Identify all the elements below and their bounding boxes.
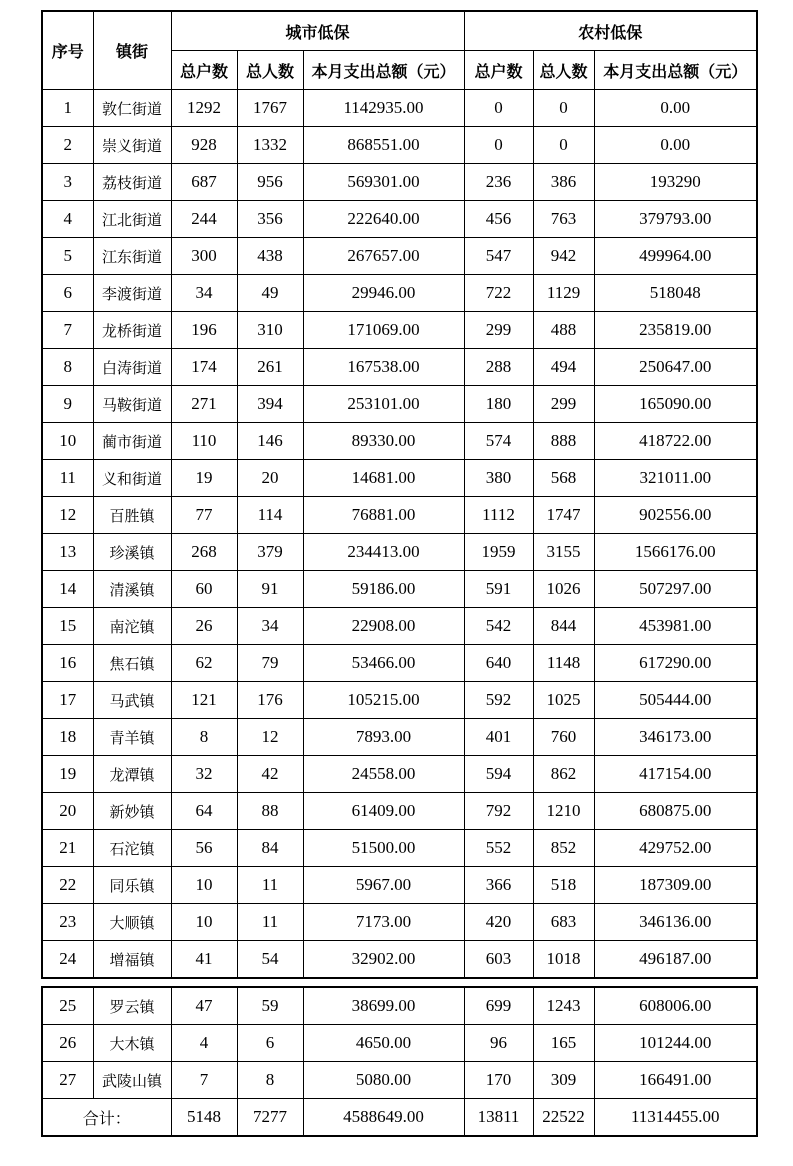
rural-people-cell: 683 [533, 904, 594, 941]
rural-people-cell: 386 [533, 164, 594, 201]
urban-people-cell: 146 [237, 423, 303, 460]
row-number-cell: 23 [42, 904, 93, 941]
town-name-cell: 大木镇 [93, 1025, 171, 1062]
welfare-table-bottom [41, 986, 758, 1137]
rural-expense-cell: 235819.00 [594, 312, 757, 349]
table-row [42, 238, 757, 275]
header-urban-households: 总户数 [171, 51, 237, 90]
urban-expense-cell: 253101.00 [303, 386, 464, 423]
rural-people-cell: 1018 [533, 941, 594, 979]
urban-people-cell: 49 [237, 275, 303, 312]
urban-households-cell: 19 [171, 460, 237, 497]
total-row [42, 1099, 757, 1137]
row-number-cell: 27 [42, 1062, 93, 1099]
urban-households-cell: 41 [171, 941, 237, 979]
rural-households-cell: 552 [464, 830, 533, 867]
urban-households-cell: 10 [171, 867, 237, 904]
header-rural-people: 总人数 [533, 51, 594, 90]
town-name-cell: 青羊镇 [93, 719, 171, 756]
urban-expense-cell: 59186.00 [303, 571, 464, 608]
table-row [42, 312, 757, 349]
total-urban-people-cell: 7277 [237, 1099, 303, 1137]
table-row [42, 682, 757, 719]
rural-households-cell: 1959 [464, 534, 533, 571]
urban-expense-cell: 167538.00 [303, 349, 464, 386]
rural-expense-cell: 680875.00 [594, 793, 757, 830]
town-name-cell: 龙潭镇 [93, 756, 171, 793]
urban-households-cell: 77 [171, 497, 237, 534]
rural-expense-cell: 417154.00 [594, 756, 757, 793]
urban-people-cell: 54 [237, 941, 303, 979]
urban-expense-cell: 53466.00 [303, 645, 464, 682]
urban-people-cell: 88 [237, 793, 303, 830]
row-number-cell: 7 [42, 312, 93, 349]
rural-households-cell: 401 [464, 719, 533, 756]
header-rural-group: 农村低保 [464, 11, 757, 51]
table-row [42, 756, 757, 793]
urban-households-cell: 121 [171, 682, 237, 719]
rural-households-cell: 0 [464, 127, 533, 164]
urban-households-cell: 62 [171, 645, 237, 682]
rural-people-cell: 494 [533, 349, 594, 386]
table-row [42, 164, 757, 201]
rural-expense-cell: 518048 [594, 275, 757, 312]
rural-households-cell: 0 [464, 90, 533, 127]
town-name-cell: 新妙镇 [93, 793, 171, 830]
table-row [42, 1062, 757, 1099]
total-rural-expense-cell: 11314455.00 [594, 1099, 757, 1137]
table-row [42, 941, 757, 979]
table-row [42, 867, 757, 904]
rural-people-cell: 309 [533, 1062, 594, 1099]
rural-households-cell: 180 [464, 386, 533, 423]
urban-expense-cell: 7893.00 [303, 719, 464, 756]
rural-expense-cell: 608006.00 [594, 987, 757, 1025]
row-number-cell: 12 [42, 497, 93, 534]
header-rural-households: 总户数 [464, 51, 533, 90]
row-number-cell: 13 [42, 534, 93, 571]
row-number-cell: 3 [42, 164, 93, 201]
urban-households-cell: 268 [171, 534, 237, 571]
table-row [42, 987, 757, 1025]
table-row [42, 275, 757, 312]
urban-expense-cell: 22908.00 [303, 608, 464, 645]
urban-expense-cell: 32902.00 [303, 941, 464, 979]
urban-people-cell: 176 [237, 682, 303, 719]
town-name-cell: 龙桥街道 [93, 312, 171, 349]
rural-households-cell: 1112 [464, 497, 533, 534]
rural-households-cell: 96 [464, 1025, 533, 1062]
header-urban-people: 总人数 [237, 51, 303, 90]
rural-households-cell: 547 [464, 238, 533, 275]
urban-expense-cell: 868551.00 [303, 127, 464, 164]
urban-people-cell: 20 [237, 460, 303, 497]
rural-people-cell: 1747 [533, 497, 594, 534]
urban-people-cell: 11 [237, 867, 303, 904]
table-row [42, 1025, 757, 1062]
urban-households-cell: 1292 [171, 90, 237, 127]
rural-expense-cell: 101244.00 [594, 1025, 757, 1062]
urban-households-cell: 174 [171, 349, 237, 386]
row-number-cell: 19 [42, 756, 93, 793]
urban-households-cell: 56 [171, 830, 237, 867]
urban-households-cell: 34 [171, 275, 237, 312]
rural-expense-cell: 418722.00 [594, 423, 757, 460]
urban-people-cell: 114 [237, 497, 303, 534]
row-number-cell: 21 [42, 830, 93, 867]
table-row [42, 904, 757, 941]
rural-households-cell: 699 [464, 987, 533, 1025]
table-body-second [42, 987, 757, 1099]
welfare-table-main [41, 10, 758, 979]
rural-people-cell: 1148 [533, 645, 594, 682]
urban-people-cell: 42 [237, 756, 303, 793]
total-rural-people-cell: 22522 [533, 1099, 594, 1137]
rural-people-cell: 888 [533, 423, 594, 460]
row-number-cell: 16 [42, 645, 93, 682]
total-urban-households-cell: 5148 [171, 1099, 237, 1137]
rural-expense-cell: 505444.00 [594, 682, 757, 719]
rural-households-cell: 792 [464, 793, 533, 830]
rural-people-cell: 568 [533, 460, 594, 497]
urban-people-cell: 379 [237, 534, 303, 571]
town-name-cell: 清溪镇 [93, 571, 171, 608]
urban-expense-cell: 171069.00 [303, 312, 464, 349]
urban-people-cell: 11 [237, 904, 303, 941]
urban-households-cell: 64 [171, 793, 237, 830]
rural-people-cell: 0 [533, 90, 594, 127]
urban-households-cell: 110 [171, 423, 237, 460]
rural-households-cell: 591 [464, 571, 533, 608]
town-name-cell: 珍溪镇 [93, 534, 171, 571]
town-name-cell: 南沱镇 [93, 608, 171, 645]
urban-people-cell: 1332 [237, 127, 303, 164]
rural-households-cell: 420 [464, 904, 533, 941]
urban-people-cell: 6 [237, 1025, 303, 1062]
urban-people-cell: 84 [237, 830, 303, 867]
total-label-cell: 合计： [42, 1099, 171, 1137]
row-number-cell: 9 [42, 386, 93, 423]
urban-households-cell: 7 [171, 1062, 237, 1099]
table-footer [42, 1099, 757, 1137]
urban-people-cell: 356 [237, 201, 303, 238]
urban-expense-cell: 5080.00 [303, 1062, 464, 1099]
table-row [42, 201, 757, 238]
urban-expense-cell: 1142935.00 [303, 90, 464, 127]
town-name-cell: 义和街道 [93, 460, 171, 497]
town-name-cell: 马武镇 [93, 682, 171, 719]
table-row [42, 608, 757, 645]
table-body-main [42, 90, 757, 979]
rural-people-cell: 488 [533, 312, 594, 349]
row-number-cell: 15 [42, 608, 93, 645]
table-row [42, 645, 757, 682]
rural-households-cell: 170 [464, 1062, 533, 1099]
urban-expense-cell: 7173.00 [303, 904, 464, 941]
urban-expense-cell: 4650.00 [303, 1025, 464, 1062]
rural-expense-cell: 617290.00 [594, 645, 757, 682]
row-number-cell: 6 [42, 275, 93, 312]
rural-expense-cell: 1566176.00 [594, 534, 757, 571]
urban-expense-cell: 569301.00 [303, 164, 464, 201]
rural-expense-cell: 429752.00 [594, 830, 757, 867]
rural-people-cell: 299 [533, 386, 594, 423]
urban-people-cell: 91 [237, 571, 303, 608]
row-number-cell: 14 [42, 571, 93, 608]
urban-expense-cell: 76881.00 [303, 497, 464, 534]
urban-expense-cell: 5967.00 [303, 867, 464, 904]
header-urban-group: 城市低保 [171, 11, 464, 51]
town-name-cell: 白涛街道 [93, 349, 171, 386]
urban-people-cell: 8 [237, 1062, 303, 1099]
row-number-cell: 8 [42, 349, 93, 386]
rural-expense-cell: 379793.00 [594, 201, 757, 238]
town-name-cell: 武陵山镇 [93, 1062, 171, 1099]
rural-people-cell: 3155 [533, 534, 594, 571]
urban-people-cell: 1767 [237, 90, 303, 127]
rural-expense-cell: 507297.00 [594, 571, 757, 608]
urban-expense-cell: 267657.00 [303, 238, 464, 275]
header-urban-expense: 本月支出总额（元） [303, 51, 464, 90]
rural-households-cell: 594 [464, 756, 533, 793]
town-name-cell: 蔺市街道 [93, 423, 171, 460]
header-index: 序号 [42, 11, 93, 90]
table-header [42, 11, 757, 90]
rural-households-cell: 299 [464, 312, 533, 349]
town-name-cell: 江北街道 [93, 201, 171, 238]
rural-people-cell: 760 [533, 719, 594, 756]
table-row [42, 460, 757, 497]
table-row [42, 719, 757, 756]
table-row [42, 793, 757, 830]
urban-households-cell: 32 [171, 756, 237, 793]
town-name-cell: 焦石镇 [93, 645, 171, 682]
urban-people-cell: 34 [237, 608, 303, 645]
urban-expense-cell: 89330.00 [303, 423, 464, 460]
urban-people-cell: 79 [237, 645, 303, 682]
rural-expense-cell: 346136.00 [594, 904, 757, 941]
header-town: 镇街 [93, 11, 171, 90]
rural-expense-cell: 250647.00 [594, 349, 757, 386]
table-row [42, 534, 757, 571]
total-urban-expense-cell: 4588649.00 [303, 1099, 464, 1137]
rural-people-cell: 518 [533, 867, 594, 904]
town-name-cell: 增福镇 [93, 941, 171, 979]
rural-people-cell: 1210 [533, 793, 594, 830]
rural-expense-cell: 193290 [594, 164, 757, 201]
table-row [42, 830, 757, 867]
rural-people-cell: 942 [533, 238, 594, 275]
rural-households-cell: 288 [464, 349, 533, 386]
urban-expense-cell: 222640.00 [303, 201, 464, 238]
rural-households-cell: 722 [464, 275, 533, 312]
town-name-cell: 敦仁街道 [93, 90, 171, 127]
table-row [42, 423, 757, 460]
row-number-cell: 22 [42, 867, 93, 904]
table-section-gap [41, 979, 793, 986]
row-number-cell: 5 [42, 238, 93, 275]
urban-people-cell: 394 [237, 386, 303, 423]
rural-people-cell: 1243 [533, 987, 594, 1025]
rural-expense-cell: 496187.00 [594, 941, 757, 979]
rural-expense-cell: 346173.00 [594, 719, 757, 756]
town-name-cell: 大顺镇 [93, 904, 171, 941]
rural-people-cell: 763 [533, 201, 594, 238]
urban-people-cell: 261 [237, 349, 303, 386]
header-rural-expense: 本月支出总额（元） [594, 51, 757, 90]
urban-households-cell: 687 [171, 164, 237, 201]
urban-households-cell: 8 [171, 719, 237, 756]
urban-households-cell: 300 [171, 238, 237, 275]
urban-households-cell: 271 [171, 386, 237, 423]
rural-expense-cell: 187309.00 [594, 867, 757, 904]
row-number-cell: 25 [42, 987, 93, 1025]
urban-people-cell: 956 [237, 164, 303, 201]
rural-households-cell: 236 [464, 164, 533, 201]
urban-expense-cell: 234413.00 [303, 534, 464, 571]
rural-expense-cell: 0.00 [594, 90, 757, 127]
rural-households-cell: 366 [464, 867, 533, 904]
urban-people-cell: 59 [237, 987, 303, 1025]
town-name-cell: 江东街道 [93, 238, 171, 275]
rural-households-cell: 542 [464, 608, 533, 645]
urban-expense-cell: 105215.00 [303, 682, 464, 719]
rural-expense-cell: 499964.00 [594, 238, 757, 275]
row-number-cell: 26 [42, 1025, 93, 1062]
rural-households-cell: 640 [464, 645, 533, 682]
row-number-cell: 2 [42, 127, 93, 164]
urban-people-cell: 12 [237, 719, 303, 756]
urban-expense-cell: 38699.00 [303, 987, 464, 1025]
table-row [42, 386, 757, 423]
rural-people-cell: 862 [533, 756, 594, 793]
row-number-cell: 10 [42, 423, 93, 460]
rural-expense-cell: 0.00 [594, 127, 757, 164]
town-name-cell: 荔枝街道 [93, 164, 171, 201]
row-number-cell: 24 [42, 941, 93, 979]
rural-people-cell: 165 [533, 1025, 594, 1062]
urban-expense-cell: 61409.00 [303, 793, 464, 830]
town-name-cell: 罗云镇 [93, 987, 171, 1025]
town-name-cell: 李渡街道 [93, 275, 171, 312]
table-row [42, 127, 757, 164]
row-number-cell: 20 [42, 793, 93, 830]
rural-households-cell: 574 [464, 423, 533, 460]
rural-expense-cell: 166491.00 [594, 1062, 757, 1099]
town-name-cell: 百胜镇 [93, 497, 171, 534]
urban-households-cell: 47 [171, 987, 237, 1025]
rural-expense-cell: 453981.00 [594, 608, 757, 645]
rural-expense-cell: 321011.00 [594, 460, 757, 497]
rural-households-cell: 380 [464, 460, 533, 497]
total-rural-households-cell: 13811 [464, 1099, 533, 1137]
urban-households-cell: 196 [171, 312, 237, 349]
urban-people-cell: 310 [237, 312, 303, 349]
town-name-cell: 同乐镇 [93, 867, 171, 904]
row-number-cell: 18 [42, 719, 93, 756]
urban-expense-cell: 29946.00 [303, 275, 464, 312]
row-number-cell: 4 [42, 201, 93, 238]
urban-households-cell: 4 [171, 1025, 237, 1062]
rural-people-cell: 1129 [533, 275, 594, 312]
urban-expense-cell: 24558.00 [303, 756, 464, 793]
rural-expense-cell: 165090.00 [594, 386, 757, 423]
rural-people-cell: 1026 [533, 571, 594, 608]
table-row [42, 497, 757, 534]
table-row [42, 90, 757, 127]
urban-households-cell: 60 [171, 571, 237, 608]
table-row [42, 349, 757, 386]
rural-people-cell: 852 [533, 830, 594, 867]
rural-people-cell: 0 [533, 127, 594, 164]
rural-people-cell: 1025 [533, 682, 594, 719]
rural-households-cell: 603 [464, 941, 533, 979]
rural-households-cell: 456 [464, 201, 533, 238]
town-name-cell: 崇义街道 [93, 127, 171, 164]
town-name-cell: 马鞍街道 [93, 386, 171, 423]
urban-households-cell: 10 [171, 904, 237, 941]
rural-people-cell: 844 [533, 608, 594, 645]
rural-households-cell: 592 [464, 682, 533, 719]
urban-households-cell: 244 [171, 201, 237, 238]
row-number-cell: 17 [42, 682, 93, 719]
row-number-cell: 1 [42, 90, 93, 127]
town-name-cell: 石沱镇 [93, 830, 171, 867]
table-row [42, 571, 757, 608]
urban-expense-cell: 51500.00 [303, 830, 464, 867]
urban-households-cell: 928 [171, 127, 237, 164]
urban-expense-cell: 14681.00 [303, 460, 464, 497]
row-number-cell: 11 [42, 460, 93, 497]
urban-people-cell: 438 [237, 238, 303, 275]
urban-households-cell: 26 [171, 608, 237, 645]
rural-expense-cell: 902556.00 [594, 497, 757, 534]
